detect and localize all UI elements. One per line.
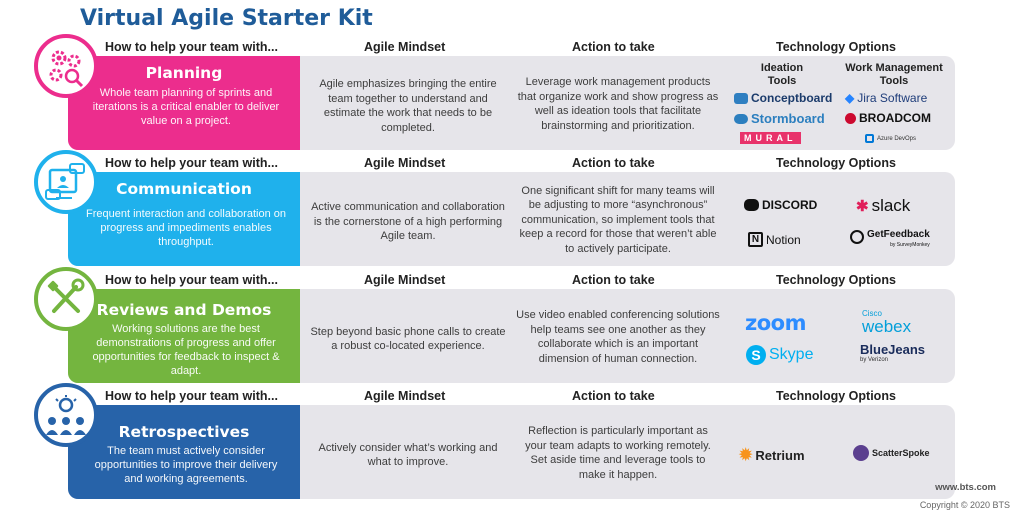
work-management-label: Work Management Tools <box>845 62 943 87</box>
header-action: Action to take <box>572 156 655 170</box>
slack-label: slack <box>871 196 911 215</box>
section-planning <box>0 40 1024 152</box>
azure-devops-label: Azure DevOps <box>877 135 917 142</box>
stormboard-logo <box>734 111 825 126</box>
cisco-label: Cisco <box>862 309 883 318</box>
conceptboard-logo <box>734 91 832 105</box>
section-banner <box>68 172 300 266</box>
section-name: Communication <box>116 180 252 198</box>
header-mindset: Agile Mindset <box>364 389 446 403</box>
webex-label: webex <box>862 317 912 336</box>
getfeedback-logo <box>850 230 930 250</box>
section-description: The team must actively consider opportunities to improve their delivery and working agreements. <box>94 445 278 485</box>
conceptboard-icon <box>734 93 748 104</box>
discord-logo <box>744 198 817 212</box>
mindset-text: Step beyond basic phone calls to create a robust co-located experience. <box>310 325 506 352</box>
header-tech: Technology Options <box>776 156 896 170</box>
verizon-label: by Verizon <box>860 357 889 363</box>
zoom-logo <box>745 311 806 335</box>
action-text: One significant shift for many teams will be adjusting to more “asynchronous” communication, so implement tools that keep a record for those that weren’t able to actively participate. <box>519 184 717 255</box>
azure-devops-icon <box>865 134 874 143</box>
scatterspoke-label: ScatterSpoke <box>872 448 930 458</box>
ideation-tools-label: Ideation Tools <box>760 62 804 87</box>
discord-icon <box>744 199 759 211</box>
mural-letters: MURAL <box>740 132 801 144</box>
getfeedback-text <box>867 230 930 250</box>
header-help: How to help your team with... <box>105 40 278 54</box>
notion-label: Notion <box>766 232 801 247</box>
team-idea-icon <box>34 383 98 447</box>
stormboard-label: Stormboard <box>751 111 825 126</box>
retrium-label: Retrium <box>755 447 805 463</box>
surveymonkey-label: by SurveyMonkey <box>890 242 930 248</box>
tools-icon <box>34 267 98 331</box>
section-banner <box>68 405 300 499</box>
header-help: How to help your team with... <box>105 156 278 170</box>
getfeedback-label: GetFeedback <box>867 229 930 240</box>
section-communication <box>0 156 1024 268</box>
header-mindset: Agile Mindset <box>364 273 446 287</box>
section-description: Working solutions are the best demonstrations of progress and offer opportunities for feedback to inspect & adapt. <box>92 323 280 377</box>
action-text: Reflection is particularly important as your team adapts to working remotely. Set aside time and leverage tools to make it happen. <box>525 425 711 481</box>
section-description: Frequent interaction and collaboration on progress and impediments enables throughput. <box>86 208 286 248</box>
header-tech: Technology Options <box>776 273 896 287</box>
mindset-text: Agile emphasizes bringing the entire team together to understand and estimate the work that needs to be completed. <box>319 78 497 134</box>
header-tech: Technology Options <box>776 40 896 54</box>
notion-logo <box>748 232 801 247</box>
zoom-label: zoom <box>745 311 806 335</box>
section-banner <box>68 289 300 383</box>
section-name: Planning <box>145 64 223 82</box>
page-title: Virtual Agile Starter Kit <box>80 6 373 31</box>
broadcom-label: BROADCOM <box>859 111 931 125</box>
mural-logo <box>740 132 801 144</box>
bluejeans-logo <box>860 343 925 364</box>
header-action: Action to take <box>572 40 655 54</box>
section-reviews-demos <box>0 273 1024 385</box>
section-name: Retrospectives <box>118 423 250 441</box>
notion-icon: N <box>748 232 763 247</box>
jira-label: Jira Software <box>857 91 928 105</box>
scatterspoke-logo <box>853 445 930 461</box>
footer-copyright: Copyright © 2020 BTS <box>919 500 1010 510</box>
slack-logo <box>856 196 910 216</box>
gears-icon <box>34 34 98 98</box>
section-description: Whole team planning of sprints and iterations is a critical enabler to deliver value on a project. <box>92 87 280 127</box>
mindset-text: Active communication and collaboration is the cornerstone of a high performing Agile team. <box>311 201 505 243</box>
mindset-text: Actively consider what’s working and what to improve. <box>318 441 498 468</box>
action-text: Leverage work management products that organize work and show progress as well as ideation tools that facilitate brainstorming and prioritization. <box>517 76 719 132</box>
stormboard-icon <box>734 114 748 124</box>
azure-devops-logo <box>865 134 916 143</box>
conceptboard-label: Conceptboard <box>751 91 833 105</box>
skype-label: Skype <box>769 346 814 363</box>
skype-icon: S <box>746 345 766 365</box>
header-action: Action to take <box>572 389 655 403</box>
getfeedback-icon <box>850 230 864 244</box>
footer-url[interactable]: www.bts.com <box>935 482 996 493</box>
slack-icon: ✱ <box>856 198 869 215</box>
discord-label: DISCORD <box>762 198 818 212</box>
webex-logo <box>862 309 911 336</box>
header-action: Action to take <box>572 273 655 287</box>
section-name: Reviews and Demos <box>96 301 272 319</box>
retrium-icon: ✹ <box>739 447 753 464</box>
retrium-logo <box>739 445 805 465</box>
jira-icon: ◆ <box>845 91 855 105</box>
header-help: How to help your team with... <box>105 389 278 403</box>
bluejeans-label: BlueJeans <box>860 342 926 357</box>
broadcom-logo <box>845 111 931 125</box>
broadcom-icon <box>845 113 856 124</box>
skype-logo <box>746 345 813 365</box>
jira-logo <box>845 91 927 105</box>
scatterspoke-icon <box>853 445 869 461</box>
header-help: How to help your team with... <box>105 273 278 287</box>
header-mindset: Agile Mindset <box>364 156 446 170</box>
header-mindset: Agile Mindset <box>364 40 446 54</box>
action-text: Use video enabled conferencing solutions help teams see one another as they collaborate which is an important dimension of human connection. <box>516 309 720 365</box>
header-tech: Technology Options <box>776 389 896 403</box>
section-retrospectives <box>0 389 1024 501</box>
section-banner <box>68 56 300 150</box>
chat-screen-icon <box>34 150 98 214</box>
